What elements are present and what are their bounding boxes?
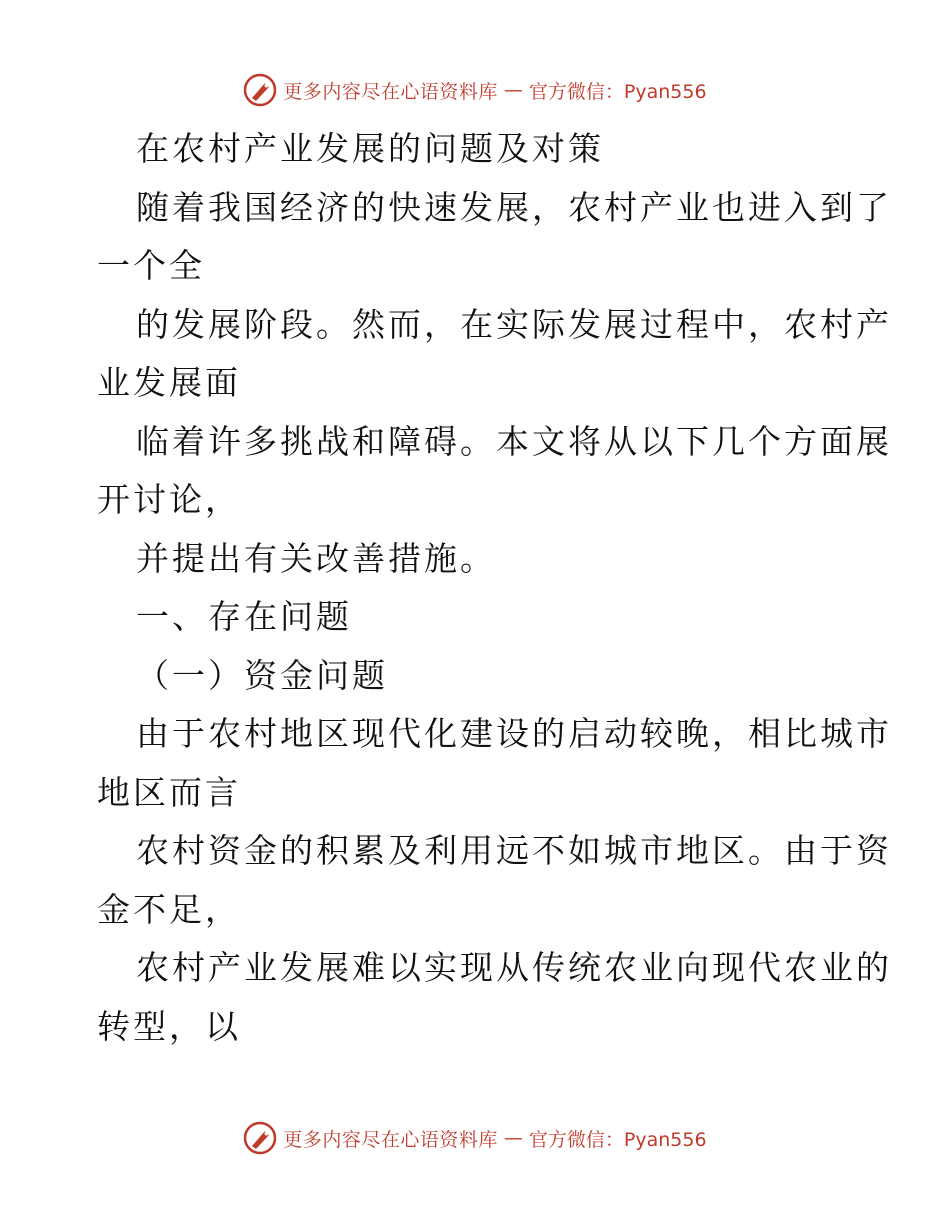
banner-title: 更多内容尽在心语资料库 [283, 80, 498, 103]
text-line: 一个全 [97, 246, 205, 285]
text-line: 在农村产业发展的问题及对策 [136, 129, 604, 168]
text-line: 随着我国经济的快速发展，农村产业也进入到了 [136, 187, 892, 227]
banner-title: 更多内容尽在心语资料库 [283, 1128, 498, 1151]
pen-nib-logo-icon [243, 1121, 277, 1155]
footer-watermark-banner [0, 1118, 950, 1158]
text-line: 农村资金的积累及利用远不如城市地区。由于资 [136, 831, 892, 870]
banner-wechat: 官方微信：Pyan556 [528, 1128, 707, 1151]
text-line: 业发展面 [97, 363, 241, 402]
text-line: 临着许多挑战和障碍。本文将从以下几个方面展 [136, 421, 892, 461]
text-line: 并提出有关改善措施。 [136, 538, 496, 578]
text-line: 地区而言 [97, 772, 241, 812]
text-line: 转型，以 [97, 1006, 241, 1046]
text-line: （一）资金问题 [136, 655, 388, 695]
text-line: 开讨论， [97, 480, 241, 519]
text-line: 一、存在问题 [136, 597, 352, 636]
text-line: 金不足， [97, 889, 241, 929]
header-watermark-banner [0, 70, 950, 110]
text-line: 农村产业发展难以实现从传统农业向现代农业的 [136, 948, 892, 987]
banner-wechat: 官方微信：Pyan556 [528, 80, 707, 103]
banner-separator: — [503, 79, 523, 101]
text-line: 的发展阶段。然而，在实际发展过程中，农村产 [136, 304, 892, 344]
document-body [97, 120, 892, 1056]
text-line: 由于农村地区现代化建设的启动较晚，相比城市 [136, 714, 892, 753]
banner-separator: — [503, 1127, 523, 1149]
pen-nib-logo-icon [243, 73, 277, 107]
